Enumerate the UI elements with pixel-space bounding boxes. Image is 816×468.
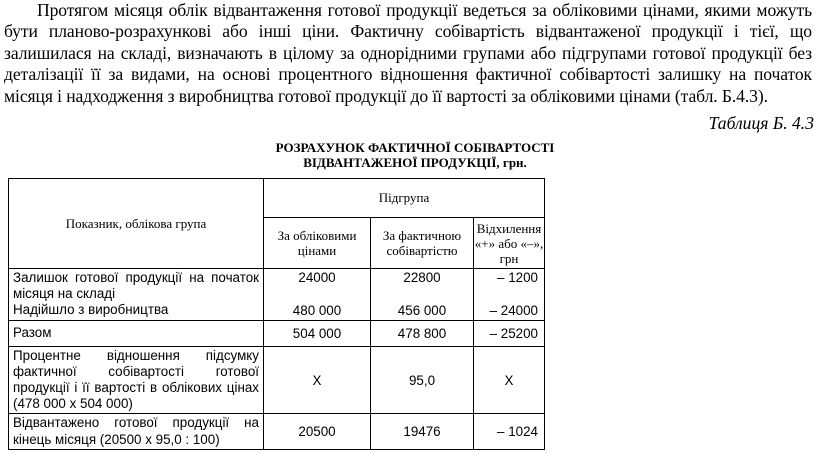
header-actual-cost: За фактичною собівартістю: [371, 218, 474, 269]
table-row: [9, 346, 545, 414]
table-label: Таблиця Б. 4.3: [708, 113, 814, 133]
value-received-accounting: 480 000: [292, 303, 342, 319]
cell-deviation-opening-received: [474, 269, 545, 321]
value-received-deviation: – 24000: [489, 303, 538, 319]
value-shipped-accounting: 20500: [264, 414, 371, 449]
value-percent-deviation: Х: [474, 346, 545, 414]
table-row: [9, 320, 545, 346]
row-label-opening-received: [9, 269, 264, 321]
intro-paragraph: Протягом місяця облік відвантаження готової продукції ведеться за обліковими цінами, якими можуть бути планово-розрахункові або інші ціни. Фактичну собівартість відвантаженої продукції і тієї, що залишилася на складі, визначають в цілому за однорідними групами або підгрупами готової продукції без деталізації її за видами, на основі процентного відношення фактичної собівартості залишку на початок місяця і надходження з виробництва готової продукції до її вартості за обліковими цінами (табл. Б.4.3).: [4, 0, 812, 106]
value-received-actual: 456 000: [397, 303, 447, 319]
cell-accounting-opening-received: [264, 269, 371, 321]
header-deviation: Відхилення «+» або «–», грн: [474, 218, 545, 269]
value-percent-actual: 95,0: [371, 346, 474, 414]
table-title-line2: ВІДВАНТАЖЕНОЇ ПРОДУКЦІЇ, грн.: [303, 155, 527, 170]
value-total-accounting: 504 000: [264, 320, 371, 346]
cell-actual-opening-received: [371, 269, 474, 321]
row-label-opening: Залишок готової продукції на початок місяця на складі: [13, 270, 259, 302]
header-subgroup: Підгрупа: [264, 179, 545, 218]
table-title-line1: РОЗРАХУНОК ФАКТИЧНОЇ СОБІВАРТОСТІ: [275, 140, 555, 155]
value-opening-accounting: 24000: [298, 270, 336, 286]
header-indicator: Показник, облікова група: [9, 179, 264, 269]
row-label-shipped: Відвантажено готової продукції на кінець місяця (20500 х 95,0 : 100): [9, 414, 264, 449]
value-opening-actual: 22800: [403, 270, 441, 286]
header-row-1: [9, 179, 545, 218]
row-label-received: Надійшло з виробництва: [13, 302, 169, 318]
table-title: [200, 140, 630, 170]
value-shipped-deviation: – 1024: [474, 414, 545, 449]
table-row: [9, 269, 545, 321]
header-accounting-prices: За обліковими цінами: [264, 218, 371, 269]
value-percent-accounting: Х: [264, 346, 371, 414]
value-opening-deviation: – 1200: [497, 270, 538, 286]
cost-calculation-table: [8, 178, 545, 450]
value-total-actual: 478 800: [371, 320, 474, 346]
table-row: [9, 414, 545, 449]
row-label-percent: Процентне відношення підсумку фактичної собівартості готової продукції і її вартості в облікових цінах (478 000 х 504 000): [9, 346, 264, 414]
row-label-total: Разом: [9, 320, 264, 346]
value-total-deviation: – 25200: [474, 320, 545, 346]
value-shipped-actual: 19476: [371, 414, 474, 449]
